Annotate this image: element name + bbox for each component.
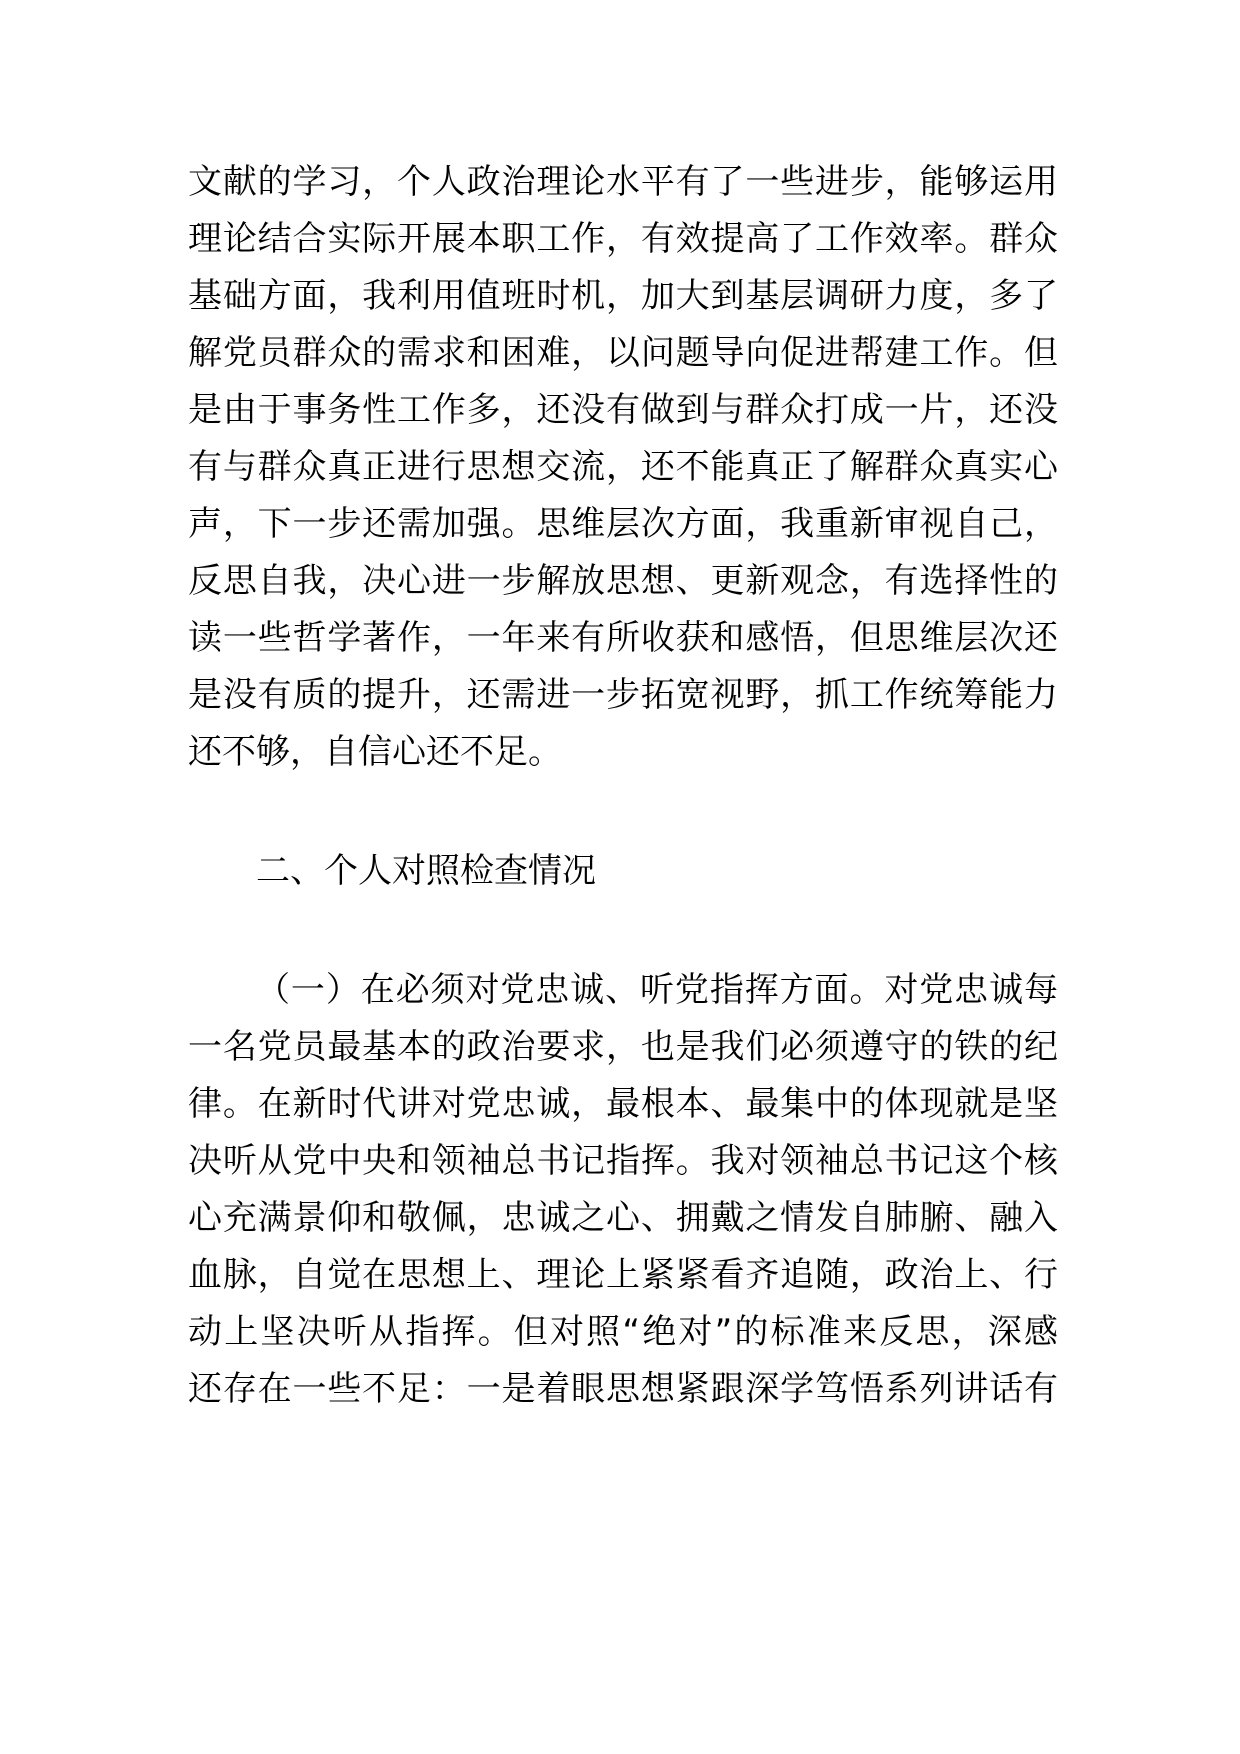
paragraph-line: 是由于事务性工作多，还没有做到与群众打成一片，还没 [188, 390, 1058, 430]
paragraph-line: 理论结合实际开展本职工作，有效提高了工作效率。群众 [188, 219, 1058, 259]
paragraph-line: 决听从党中央和领袖总书记指挥。我对领袖总书记这个核 [188, 1141, 1058, 1181]
paragraph-line: （一）在必须对党忠诚、听党指挥方面。对党忠诚每 [256, 970, 1058, 1010]
paragraph-line: 动上坚决听从指挥。但对照“绝对”的标准来反思，深感 [188, 1312, 1058, 1352]
paragraph-line: 解党员群众的需求和困难，以问题导向促进帮建工作。但 [188, 333, 1058, 373]
paragraph-line: 文献的学习，个人政治理论水平有了一些进步，能够运用 [188, 162, 1058, 202]
paragraph-line: 是没有质的提升，还需进一步拓宽视野，抓工作统筹能力 [188, 675, 1058, 715]
paragraph-line: 基础方面，我利用值班时机，加大到基层调研力度，多了 [188, 276, 1058, 316]
paragraph-line: 还存在一些不足：一是着眼思想紧跟深学笃悟系列讲话有 [188, 1369, 1058, 1409]
paragraph-line: 一名党员最基本的政治要求，也是我们必须遵守的铁的纪 [188, 1027, 1058, 1067]
section-heading: 二、个人对照检查情况 [256, 851, 596, 891]
paragraph-line: 律。在新时代讲对党忠诚，最根本、最集中的体现就是坚 [188, 1084, 1058, 1124]
paragraph-line: 还不够，自信心还不足。 [188, 732, 562, 772]
paragraph-line: 血脉，自觉在思想上、理论上紧紧看齐追随，政治上、行 [188, 1255, 1058, 1295]
paragraph-line: 有与群众真正进行思想交流，还不能真正了解群众真实心 [188, 447, 1058, 487]
paragraph-line: 心充满景仰和敬佩，忠诚之心、拥戴之情发自肺腑、融入 [188, 1198, 1058, 1238]
paragraph-line: 反思自我，决心进一步解放思想、更新观念，有选择性的 [188, 561, 1058, 601]
paragraph-line: 声，下一步还需加强。思维层次方面，我重新审视自己， [188, 504, 1058, 544]
paragraph-line: 读一些哲学著作，一年来有所收获和感悟，但思维层次还 [188, 618, 1058, 658]
